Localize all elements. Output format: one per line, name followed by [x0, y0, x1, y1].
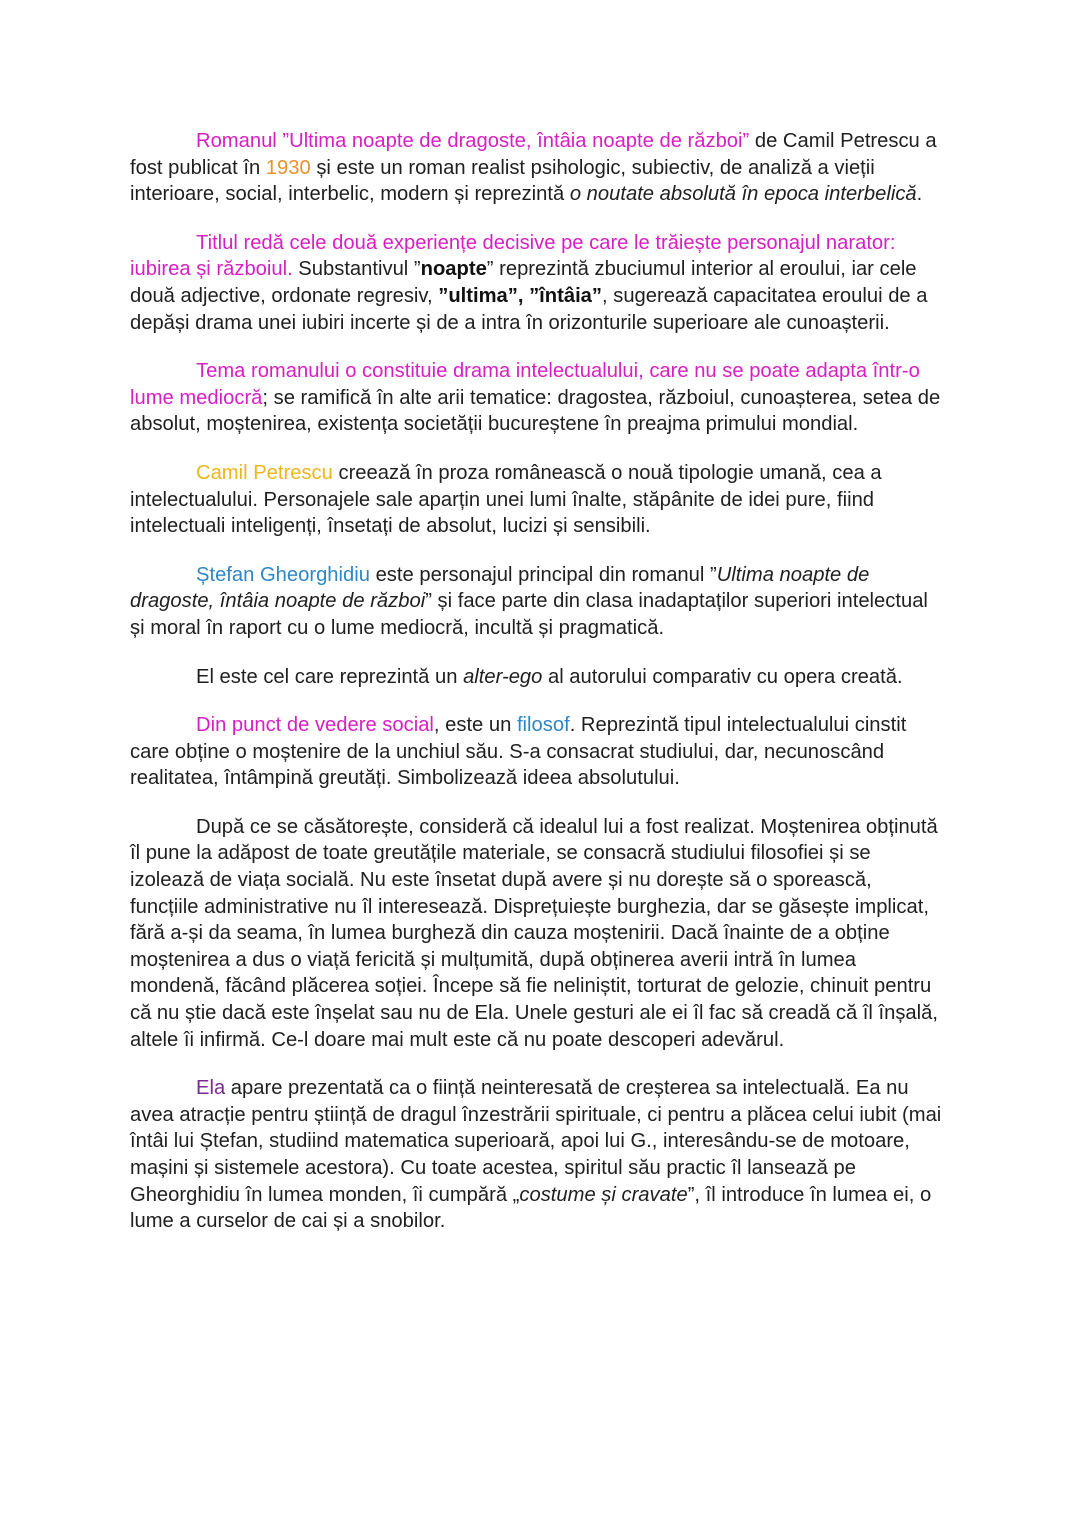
paragraph-text: apare prezentată ca o ființă neinteresată de creșterea sa intelectuală. Ea nu avea atracție pentru știință de dragul înzestrării spirituale, ci pentru a plăcea celui iubit (mai întâi lui Ștefan, studiind matematica superioară, apoi lui G., interesându-se de motoare, mașini și sistemele acestora). Cu toate acestea, spiritul său practic îl lansează pe Gheorghidiu în lumea monden, îi cumpără „ [130, 1077, 942, 1206]
paragraph-text: de Camil Petrescu a fost publicat în [130, 130, 937, 179]
paragraph-alter-ego [130, 664, 945, 691]
paragraph-text: . [916, 183, 923, 206]
highlighted-year: 1930 [265, 156, 311, 179]
paragraph-text: ; se ramifică în alte arii tematice: dragostea, războiul, cunoașterea, setea de absolut, moștenirea, existența societății bucureștene în preajma primului mondial. [130, 386, 941, 436]
paragraph-text: ”, îl introduce în lumea ei, o lume a curselor de cai și a snobilor. [130, 1183, 932, 1233]
paragraph-title-meaning [130, 230, 945, 336]
document-page [130, 128, 945, 1257]
paragraph-text: ” reprezintă zbuciumul interior al eroului, iar cele două adjective, ordonate regresiv, [130, 258, 917, 307]
italic-text: Ultima noapte de dragoste, întâia noapte de război [130, 563, 870, 613]
paragraph-text: El este cel care reprezintă un [196, 665, 464, 688]
italic-text: costume și cravate [519, 1183, 688, 1206]
paragraph-text: , este un [433, 714, 517, 737]
paragraph-text: creează în proza românească o nouă tipologie umană, cea a intelectualului. Personajele sale aparțin unei lumi înalte, stăpânite de idei pure, fiind intelectuali inteligenți, însetați de absolut, lucizi și sensibili. [130, 461, 882, 538]
paragraph-marriage [130, 814, 945, 1053]
bold-text: ”ultima”, ”întâia” [438, 284, 603, 307]
paragraph-theme [130, 358, 945, 438]
highlighted-text: Romanul ”Ultima noapte de dragoste, întâia noapte de război” [196, 130, 750, 152]
paragraph-main-character [130, 562, 945, 642]
paragraph-text: ” și face parte din clasa inadaptaților superiori intelectual și moral în raport cu o lume mediocră, incultă și pragmatică. [130, 590, 928, 639]
highlighted-name: Ela [196, 1077, 226, 1100]
paragraph-text: Substantivul ” [292, 258, 421, 281]
paragraph-text: al autorului comparativ cu opera creată. [542, 665, 903, 688]
paragraph-author-typology [130, 460, 945, 540]
highlighted-text: Titlul redă cele două experiențe decisive pe care le trăiește personajul narator: iubirea și războiul. [130, 231, 896, 281]
highlighted-term: filosof [516, 714, 570, 737]
paragraph-text: După ce se căsătorește, consideră că idealul lui a fost realizat. Moștenirea obținută îl pune la adăpost de toate greutățile materiale, se consacră studiului filosofiei și se izolează de viața socială. Nu este însetat după avere și nu dorește să o sporească, funcțiile administrative nu îl interesează. Disprețuiește burghezia, dar se găsește implicat, fără a-și da seama, în lumea burgheză din cauza moștenirii. Dacă înainte de a obține moștenirea a dus o viață fericită și mulțumită, după obținerea averii intră în lumea mondenă, făcând plăcerea soției. Începe să fie neliniștit, torturat de gelozie, chinuit pentru că nu știe dacă este înșelat sau nu de Ela. Unele gesturi ale ei îl fac să creadă că îl înșală, altele îi infirmă. Ce-l doare mai mult este că nu poate descoperi adevărul. [130, 815, 938, 1051]
paragraph-intro [130, 128, 945, 208]
paragraph-text: . Reprezintă tipul intelectualului cinstit care obține o moștenire de la unchiul său. S-a consacrat studiului, dar, necunoscând realitatea, întâmpină greutăți. Simbolizează ideea absolutului. [130, 714, 907, 790]
bold-text: noapte [420, 258, 487, 281]
paragraph-social-view [130, 712, 945, 792]
highlighted-name: Camil Petrescu [196, 461, 333, 484]
highlighted-text: Tema romanului o constituie drama intelectualului, care nu se poate adapta într-o lume mediocră [130, 360, 920, 409]
paragraph-text: , sugerează capacitatea eroului de a depăși drama unei iubiri incerte și de a intra în orizonturile superioare ale cunoașterii. [130, 284, 928, 334]
paragraph-text: și este un roman realist psihologic, subiectiv, de analiză a vieții interioare, social, interbelic, modern și reprezintă [130, 156, 875, 206]
paragraph-text: este personajul principal din romanul ” [369, 563, 717, 586]
highlighted-text: Din punct de vedere social [196, 714, 434, 737]
highlighted-term: Ștefan Gheorghidiu [196, 563, 370, 586]
italic-text: o noutate absolută în epoca interbelică [569, 183, 917, 206]
italic-text: alter-ego [463, 665, 543, 688]
paragraph-ela [130, 1075, 945, 1235]
